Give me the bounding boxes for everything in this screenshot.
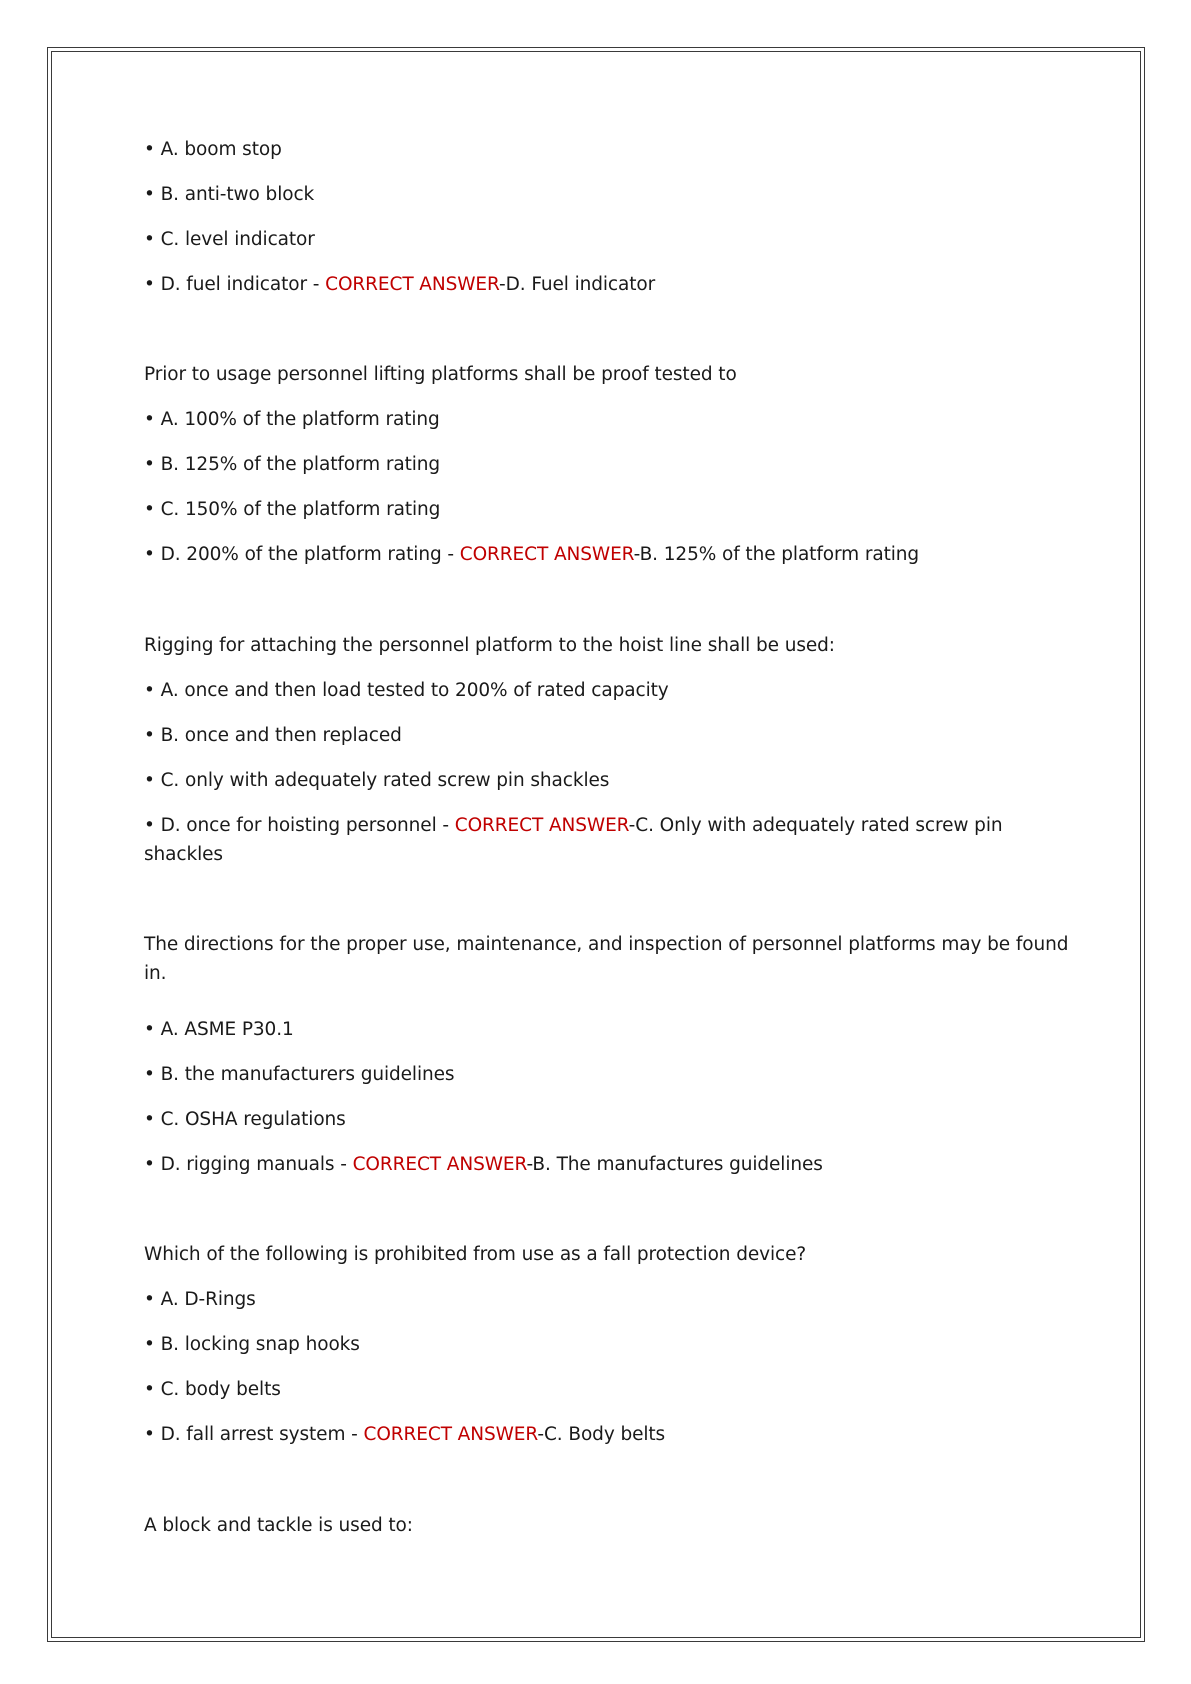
option-b: • B. anti-two block: [144, 184, 315, 205]
option-d-with-answer: [144, 1150, 1064, 1179]
option-d-with-answer: [144, 811, 1004, 869]
question-text: Prior to usage personnel lifting platforms shall be proof tested to: [144, 364, 737, 385]
option-c: • C. level indicator: [144, 229, 315, 250]
option-d: • D. once for hoisting personnel -: [144, 815, 455, 836]
option-d: • D. fall arrest system -: [144, 1424, 364, 1445]
option-a: • A. once and then load tested to 200% of rated capacity: [144, 680, 669, 701]
option-a: • A. ASME P30.1: [144, 1019, 294, 1040]
option-c: • C. OSHA regulations: [144, 1109, 346, 1130]
question-text: Rigging for attaching the personnel platform to the hoist line shall be used:: [144, 635, 835, 656]
option-d: • D. fuel indicator -: [144, 274, 326, 295]
correct-answer-label: CORRECT ANSWER: [352, 1154, 527, 1175]
correct-answer-label: CORRECT ANSWER: [325, 274, 500, 295]
option-d: • D. 200% of the platform rating -: [144, 544, 460, 565]
option-d: • D. rigging manuals -: [144, 1154, 353, 1175]
option-d-with-answer: [144, 1420, 1064, 1449]
correct-answer-value: -C. Only with adequately rated screw pin shackles: [144, 815, 1003, 865]
option-c: • C. 150% of the platform rating: [144, 499, 441, 520]
correct-answer-value: -D. Fuel indicator: [499, 274, 656, 295]
correct-answer-value: -B. 125% of the platform rating: [633, 544, 920, 565]
question-text: Which of the following is prohibited from use as a fall protection device?: [144, 1244, 807, 1265]
option-b: • B. the manufacturers guidelines: [144, 1064, 455, 1085]
question-text: The directions for the proper use, maintenance, and inspection of personnel platforms may be found in.: [144, 934, 1069, 984]
correct-answer-label: CORRECT ANSWER: [459, 544, 634, 565]
option-a: • A. boom stop: [144, 139, 282, 160]
correct-answer-value: -B. The manufactures guidelines: [526, 1154, 823, 1175]
option-b: • B. once and then replaced: [144, 725, 402, 746]
option-b: • B. locking snap hooks: [144, 1334, 360, 1355]
option-b: • B. 125% of the platform rating: [144, 454, 441, 475]
correct-answer-label: CORRECT ANSWER: [454, 815, 629, 836]
option-d-with-answer: [144, 540, 1064, 569]
option-c: • C. body belts: [144, 1379, 281, 1400]
correct-answer-value: -C. Body belts: [537, 1424, 666, 1445]
option-c: • C. only with adequately rated screw pin shackles: [144, 770, 610, 791]
option-a: • A. 100% of the platform rating: [144, 409, 440, 430]
option-a: • A. D-Rings: [144, 1289, 256, 1310]
option-d-with-answer: [144, 270, 1064, 299]
question-text: A block and tackle is used to:: [144, 1515, 413, 1536]
correct-answer-label: CORRECT ANSWER: [363, 1424, 538, 1445]
